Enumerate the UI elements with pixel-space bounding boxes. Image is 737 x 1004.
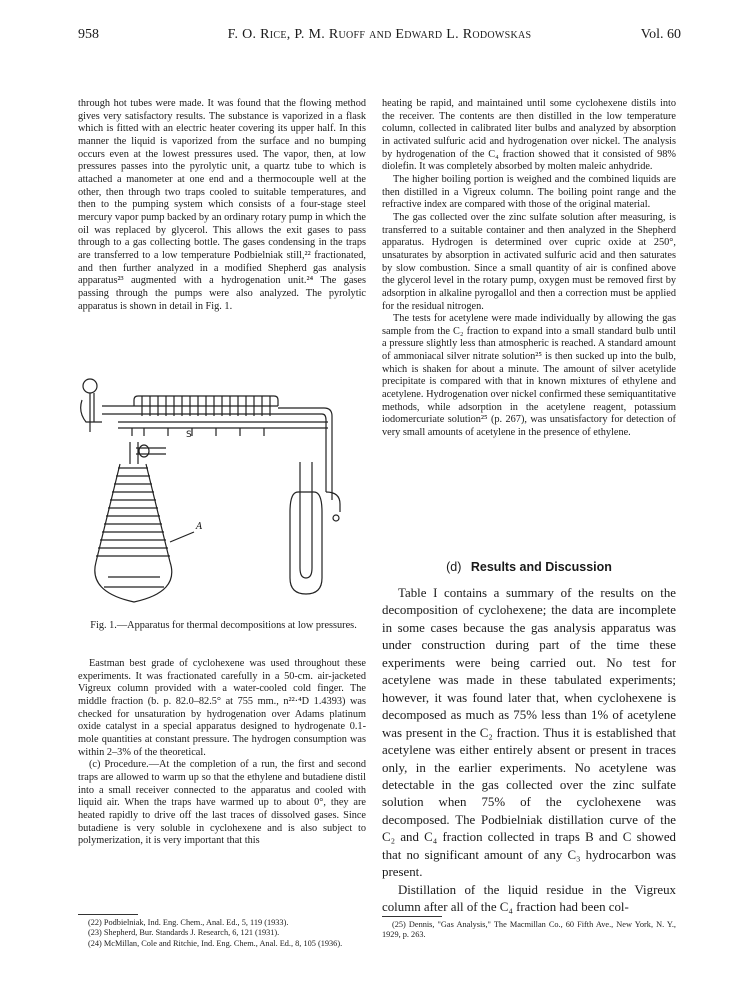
footnotes-left xyxy=(78,914,366,949)
figure-label-a: A xyxy=(196,522,203,532)
paragraph: heating be rapid, and maintained until some cyclohexene distils into the receiver. The contents are then distilled in the low temperature column, collected in calibrated liter bulbs and analyzed by absorption in activated sulfuric acid and hydrogenation over nickel. The analysis by hydrogenation of the C₄ fraction showed that it consisted of 98% diolefin. It was completely absorbed by molten maleic anhydride. xyxy=(382,98,676,173)
footnote-rule xyxy=(78,914,138,915)
running-header xyxy=(78,27,681,47)
page-number: 958 xyxy=(78,27,99,42)
footnote-rule xyxy=(382,916,442,917)
paragraph: The tests for acetylene were made individually by allowing the gas sample from the C₂ fraction to expand into a small standard bulb until a pressure slightly less than atmospheric is reached. A standard amount of ammoniacal silver nitrate solution²⁵ is then sucked up into the bulb, which is shaken for about a minute. The amount of silver acetylide precipitate is compared with that in known mixtures of ethylene and acetylene. Hydrogenation over nickel confirmed these semiquantitative methods, while adsorption in the acetylene reagent, potassium iodomercuriate solution²⁵ (p. 267), was unsatisfactory for detection of very small amounts of acetylene in the presence of ethylene. xyxy=(382,313,676,439)
footnote: (22) Podbielniak, Ind. Eng. Chem., Anal. Ed., 5, 119 (1933). xyxy=(88,918,289,927)
results-discussion-text xyxy=(382,585,676,917)
figure-label-s: S xyxy=(186,430,192,440)
paragraph: The higher boiling portion is weighed and the combined liquids are then distilled in a Vigreux column. The boiling point range and the refractive index are compared with those of the original material. xyxy=(382,173,676,211)
paragraph: Distillation of the liquid residue in the Vigreux column after all of the C₄ fraction had been col- xyxy=(382,882,676,915)
section-heading xyxy=(382,560,676,574)
volume-label: Vol. 60 xyxy=(640,27,681,42)
running-authors: F. O. Rice, P. M. Ruoff and Edward L. Rodowskas xyxy=(227,27,532,42)
apparatus-drawing xyxy=(78,372,366,618)
section-number: (d) xyxy=(446,560,462,574)
paragraph: The gas collected over the zinc sulfate solution after measuring, is transferred to a suitable container and then analyzed in the Shepherd apparatus. Hydrogen is determined over cupric oxide at 250°, unsaturates by absorption in activated sulfuric acid and then saturates by slow combustion. Since a small quantity of air is confined above the glycerol level in the rotary pump, oxygen must be removed first by adsorption in alkaline pyrogallol and then a correction must be applied for the residual nitrogen. xyxy=(382,211,676,312)
right-column-text xyxy=(382,98,676,440)
figure-apparatus xyxy=(78,372,366,618)
footnote: (23) Shepherd, Bur. Standards J. Research, 6, 121 (1931). xyxy=(88,928,280,938)
paragraph: (c) Procedure.—At the completion of a run, the first and second traps are allowed to warm up so that the ethylene and butadiene distil into a small receiver connected to the apparatus and cooled with liquid air. When the traps have warmed up to about 0°, they are heated rapidly to drive off the last traces of dissolved gases. Since butadiene is very soluble in cyclohexene and is also subject to polymerization, it is very important that this xyxy=(78,759,366,847)
paragraph: Eastman best grade of cyclohexene was used throughout these experiments. It was fractionated carefully in a 50-cm. air-jacketed Vigreux column provided with a water-cooled cold finger. The middle fraction (b. p. 82.0–82.5° at 755 mm., n²²·⁴D 1.4393) was checked for unsaturation by hydrogenation over Adams platinum oxide catalyst in a special apparatus designed to hydrogenate 0.1-mole quantities at constant pressure. The hydrogen consumption was within 2–3% of the theoretical. xyxy=(78,658,366,758)
figure-caption: Fig. 1.—Apparatus for thermal decompositions at low pressures. xyxy=(90,620,357,631)
left-column-text xyxy=(78,98,366,313)
paragraph: Table I contains a summary of the results on the decomposition of cyclohexene; the data are incomplete in some cases because the gas analysis apparatus was under construction during part of the time these experiments were being carried out. No test for acetylene was made in these tabulated experiments; however, it was found later that, when cyclohexene is decomposed as much as 75% less than 1% of acetylene was present in the C₂ fraction. Thus it is established that acetylene was either entirely absent or present in traces only, in the earlier experiments. No acetylene was detectable in the gas collected over the zinc sulfate solution when 75% of the cyclohexene was decomposed. The Podbielniak distillation curve of the C₂ and C₄ fraction collected in traps B and C showed that no significant amount of any C₃ hydrocarbon was present. xyxy=(382,586,676,880)
left-column-text-lower xyxy=(78,658,366,848)
footnote: (24) McMillan, Cole and Ritchie, Ind. Eng. Chem., Anal. Ed., 8, 105 (1936). xyxy=(88,938,343,948)
footnotes-right xyxy=(382,916,676,941)
footnote: (25) Dennis, "Gas Analysis," The Macmillan Co., 60 Fifth Ave., New York, N. Y., 1929, p. 263. xyxy=(382,920,676,940)
paragraph: through hot tubes were made. It was found that the flowing method gives very satisfactory results. The substance is vaporized in a flask which is fitted with an electric heater covering its upper half. In this manner the liquid is vaporized from the surface and no bumping occurs even at the lowest pressures used. The vapor, then, at low pressures passes into the pyrolytic unit, a quartz tube to which is attached a manometer at one end and a thermocouple well at the other, then through two traps cooled to suitable temperatures, and then to the pumping system which consists of a four-stage steel mercury vapor pump backed by an ordinary rotary pump in which the oil was replaced by glycerol. This allows the exit gases to pass through to a gas collecting bottle. The gases condensing in the traps are transferred to a low temperature Podbielniak still,²² fractionated, and then further analyzed in a modified Shepherd gas analysis apparatus²³ augmented with a hydrogenation unit.²⁴ The gases passing through the pumps were also analyzed. The pyrolytic apparatus is shown in detail in Fig. 1. xyxy=(78,98,366,312)
section-title: Results and Discussion xyxy=(470,560,612,574)
